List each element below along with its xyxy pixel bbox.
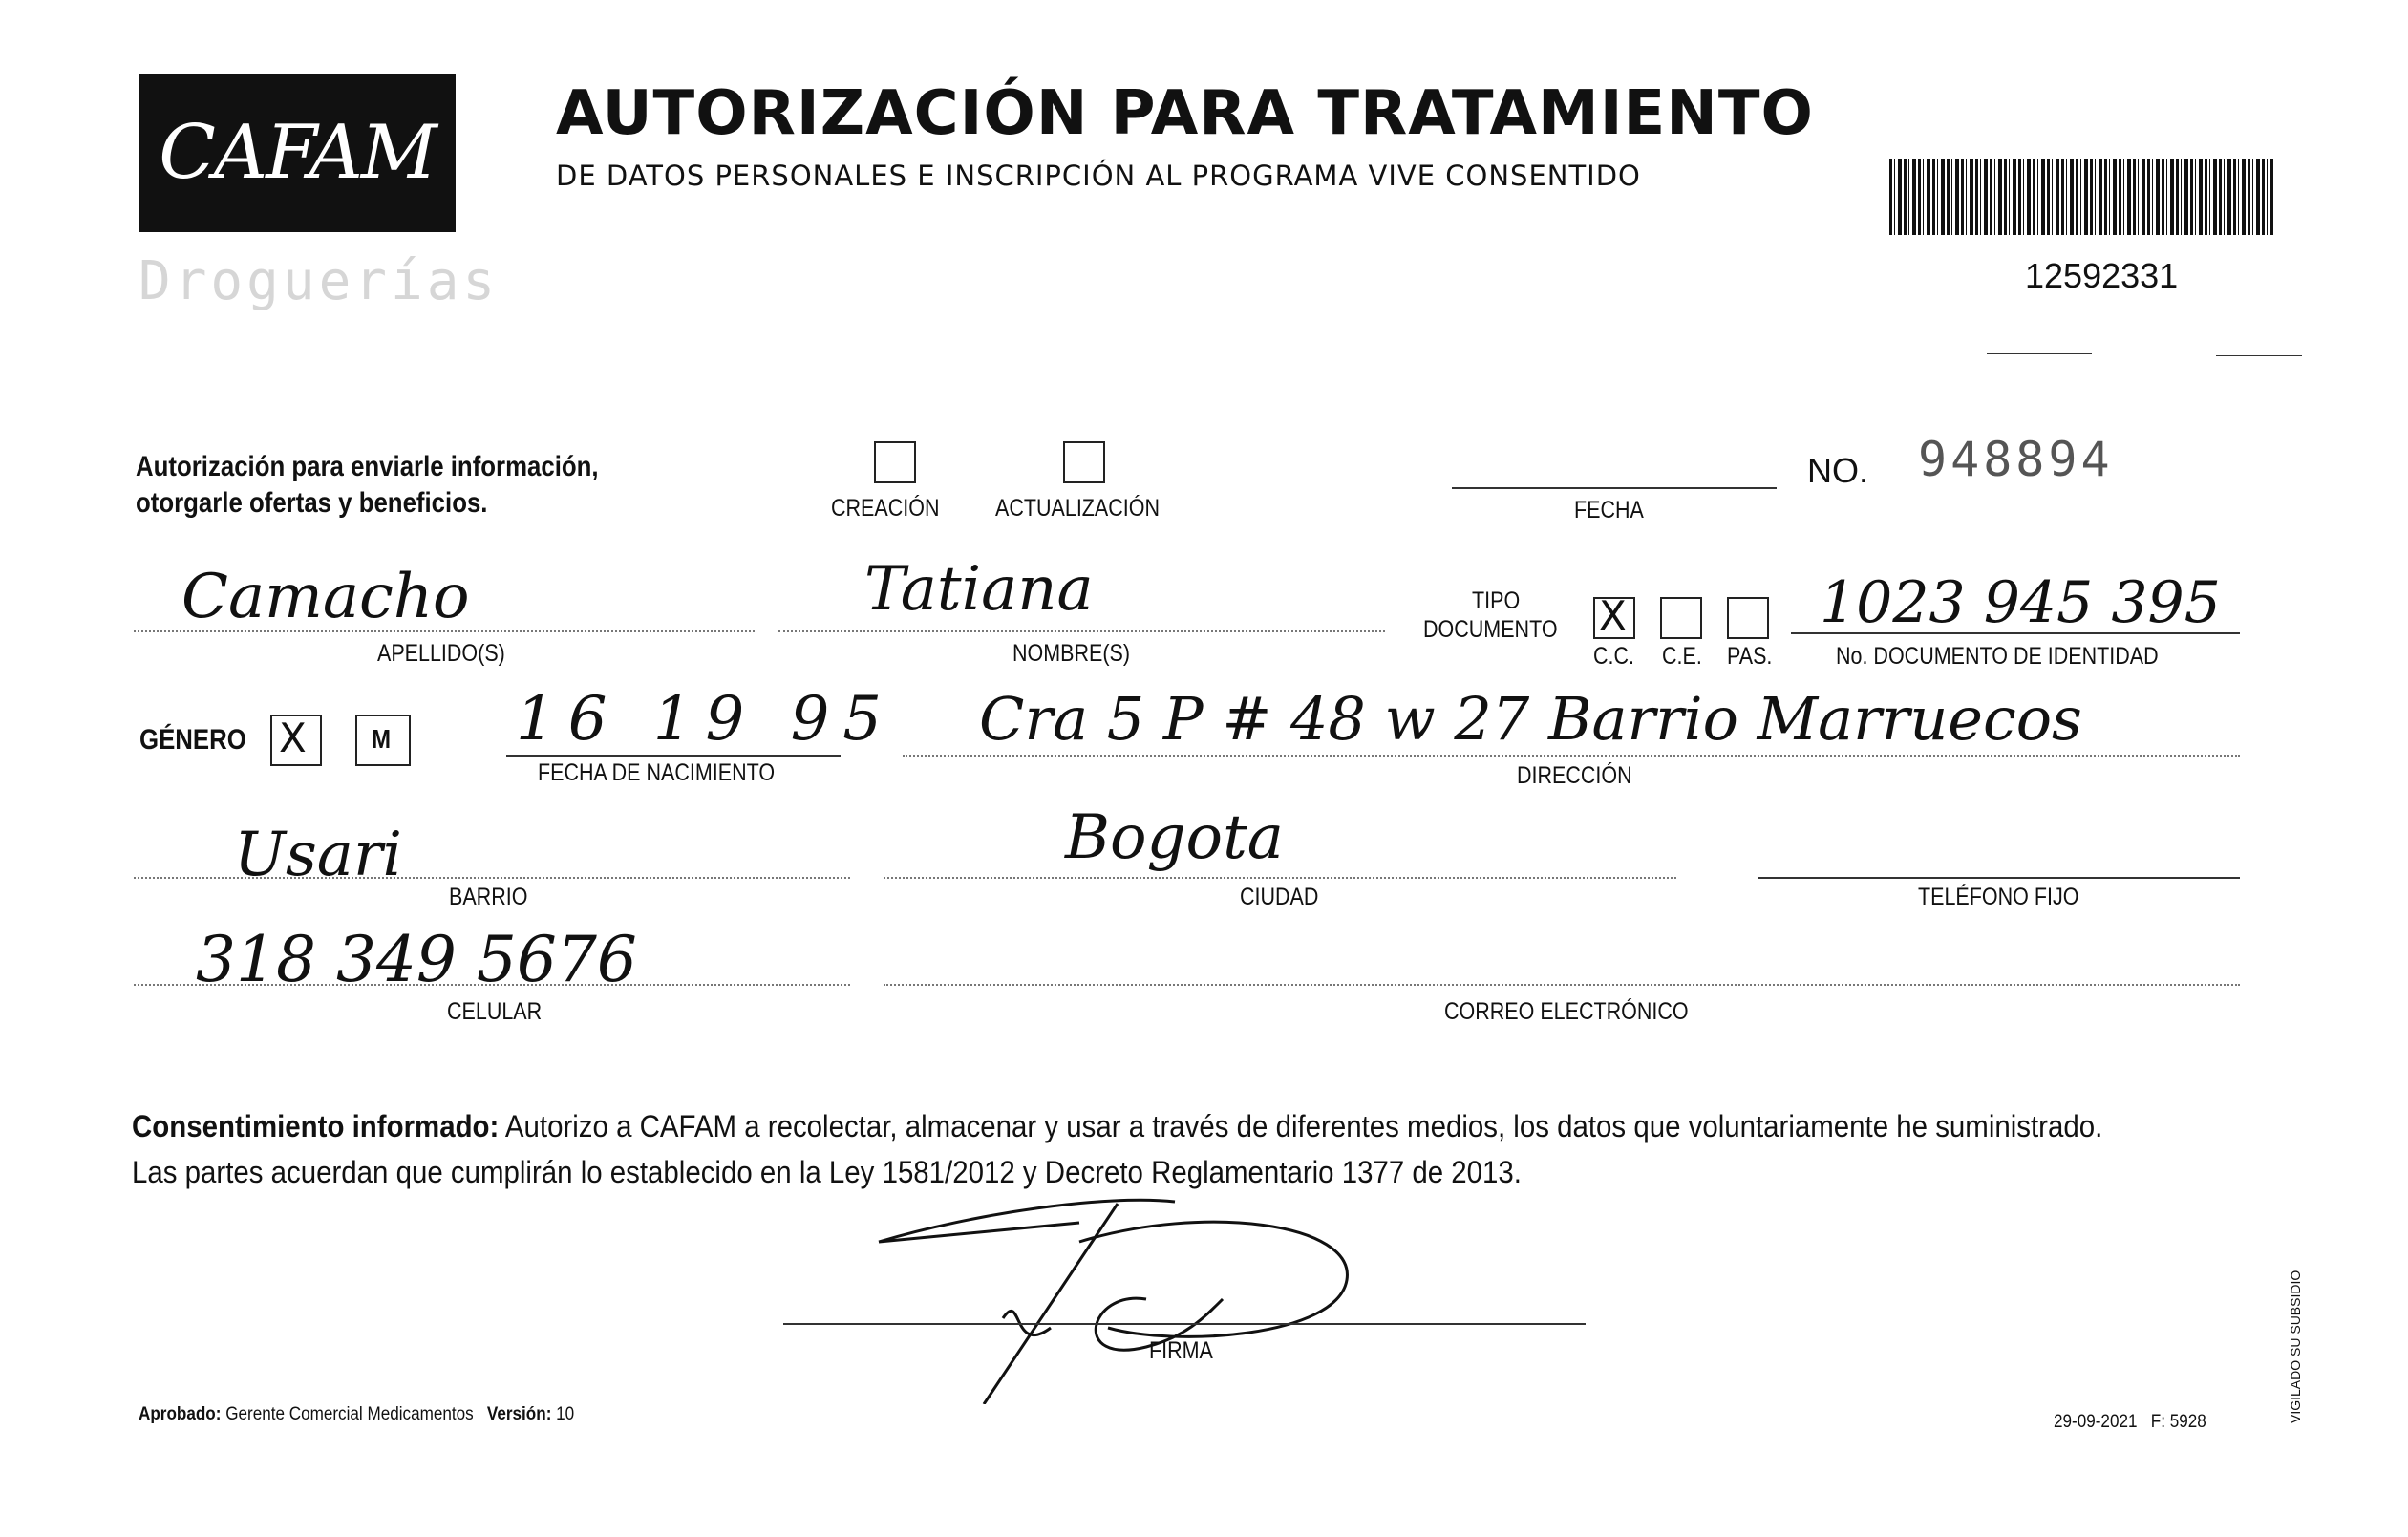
logo-text: CAFAM <box>159 110 436 196</box>
nombres-label: NOMBRE(S) <box>1012 640 1131 667</box>
actualizacion-checkbox[interactable] <box>1063 441 1105 483</box>
creacion-checkbox[interactable] <box>874 441 916 483</box>
fecha-label: FECHA <box>1574 497 1644 523</box>
direccion-value[interactable]: Cra 5 P # 48 w 27 Barrio Marruecos <box>979 684 2082 754</box>
firma-line <box>783 1323 1586 1325</box>
apellidos-value[interactable]: Camacho <box>181 562 470 632</box>
nombres-value[interactable]: Tatiana <box>864 554 1094 625</box>
nacimiento-line <box>506 755 841 757</box>
correo-label: CORREO ELECTRÓNICO <box>1444 998 1689 1025</box>
telefono-line <box>1758 877 2240 879</box>
logo-subtext: Droguerías <box>139 250 500 312</box>
no-label: NO. <box>1807 451 1869 490</box>
barrio-line <box>134 877 850 879</box>
ce-checkbox[interactable] <box>1660 597 1702 639</box>
version-value: 10 <box>556 1404 575 1424</box>
ciudad-label: CIUDAD <box>1240 884 1319 910</box>
intro-line-2: otorgarle ofertas y beneficios. <box>136 487 488 519</box>
genero-f-mark: X <box>279 715 307 761</box>
ciudad-line <box>884 877 1676 879</box>
celular-value[interactable]: 318 349 5676 <box>196 923 637 996</box>
form-code: F: 5928 <box>2150 1412 2206 1432</box>
consent-line-2: Las partes acuerdan que cumplirán lo establecido en la Ley 1581/2012 y Decreto Reglamentario 1377 de 2013. <box>132 1155 1522 1189</box>
aprobado-value: Gerente Comercial Medicamentos <box>225 1404 474 1424</box>
divider <box>2216 355 2302 356</box>
consent-line-1: Autorizo a CAFAM a recolectar, almacenar y usar a través de diferentes medios, los datos que voluntariamente he suministrado. <box>499 1109 2103 1143</box>
telefono-label: TELÉFONO FIJO <box>1918 884 2079 910</box>
tipo-documento-label-2: DOCUMENTO <box>1423 616 1558 643</box>
side-vertical-label <box>2288 1232 2316 1433</box>
divider <box>1987 353 2092 354</box>
cc-label: C.C. <box>1593 643 1634 670</box>
footer-approval <box>139 1404 574 1425</box>
barrio-label: BARRIO <box>449 884 528 910</box>
creacion-label: CREACIÓN <box>831 495 940 522</box>
pas-checkbox[interactable] <box>1727 597 1769 639</box>
signature <box>860 1185 1395 1404</box>
consent-text <box>132 1103 2285 1195</box>
pas-label: PAS. <box>1727 643 1773 670</box>
correo-line <box>884 984 2240 986</box>
firma-label: FIRMA <box>1149 1337 1213 1364</box>
aprobado-label: Aprobado: <box>139 1404 222 1424</box>
form-date: 29-09-2021 <box>2054 1412 2138 1432</box>
consent-heading: Consentimiento informado: <box>132 1109 500 1143</box>
documento-label: No. DOCUMENTO DE IDENTIDAD <box>1836 643 2159 670</box>
document-title: AUTORIZACIÓN PARA TRATAMIENTO <box>556 78 1814 149</box>
celular-line <box>134 984 850 986</box>
nacimiento-value[interactable]: 16 19 95 <box>516 684 895 755</box>
celular-label: CELULAR <box>447 998 543 1025</box>
direccion-line <box>903 755 2240 757</box>
nacimiento-label: FECHA DE NACIMIENTO <box>538 759 776 786</box>
actualizacion-label: ACTUALIZACIÓN <box>995 495 1161 522</box>
documento-line <box>1791 632 2240 634</box>
version-label: Versión: <box>486 1404 552 1424</box>
barcode <box>1889 159 2273 235</box>
ciudad-value[interactable]: Bogota <box>1065 802 1284 873</box>
tipo-documento-label-1: TIPO <box>1472 587 1521 614</box>
barrio-value[interactable]: Usari <box>234 820 402 890</box>
cafam-logo <box>139 74 456 232</box>
apellidos-line <box>134 630 755 632</box>
documento-value[interactable]: 1023 945 395 <box>1820 569 2221 636</box>
footer-date <box>2054 1412 2206 1433</box>
side-text: VIGILADO SU SUBSIDIO <box>2288 1270 2303 1423</box>
serial-number: 948894 <box>1918 432 2114 487</box>
genero-m-label: M <box>372 724 392 754</box>
genero-label: GÉNERO <box>139 724 246 756</box>
direccion-label: DIRECCIÓN <box>1517 762 1632 789</box>
document-subtitle: DE DATOS PERSONALES E INSCRIPCIÓN AL PROGRAMA VIVE CONSENTIDO <box>556 160 1641 192</box>
apellidos-label: APELLIDO(S) <box>377 640 505 667</box>
nombres-line <box>778 630 1385 632</box>
fecha-line <box>1452 487 1777 489</box>
cc-check-mark: X <box>1599 592 1627 639</box>
ce-label: C.E. <box>1662 643 1702 670</box>
barcode-number: 12592331 <box>2025 256 2179 295</box>
intro-line-1: Autorización para enviarle información, <box>136 451 599 482</box>
